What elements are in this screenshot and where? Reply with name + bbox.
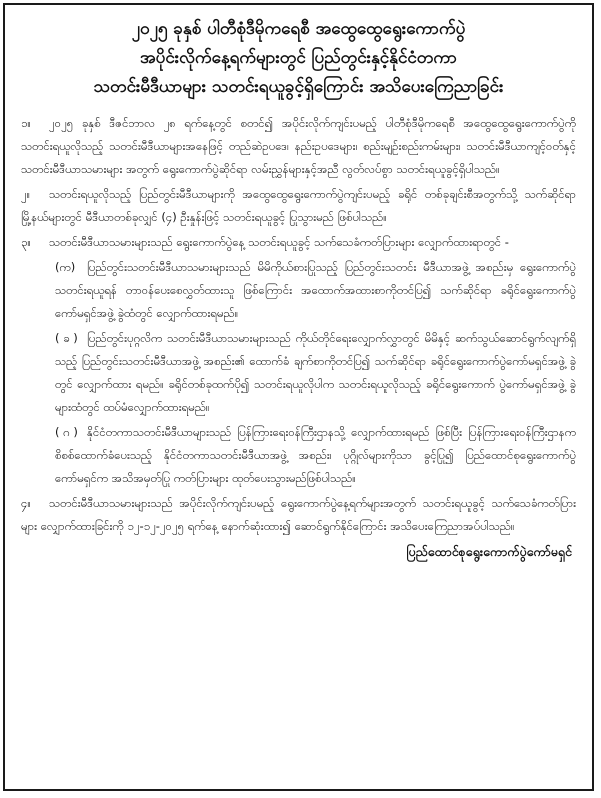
- paragraph-number: ၄။: [21, 496, 31, 510]
- sub-item-ga: [21, 421, 576, 490]
- title-line-3: သတင်းမီဒီယာများ သတင်းရယူခွင့်ရှိကြောင်း အသိပေးကြေညာခြင်း: [93, 77, 504, 97]
- paragraph-4: [21, 492, 576, 538]
- paragraph-number: ၂။: [21, 187, 31, 201]
- paragraph-text: သတင်းရယူလိုသည့် ပြည်တွင်းမီဒီယာများကို အထွေထွေရွေးကောက်ပွဲကျင်းပမည့် ခရိုင် တစ်ခုချင်းစီအတွက်သို့ သက်ဆိုင်ရာမြို့နယ်များတွင် မီဒီယာတစ်ခုလျှင် (၄) ဦးနှုန်းဖြင့် သတင်းရယူခွင့် ပြုသွားမည် ဖြစ်ပါသည်။: [21, 187, 576, 224]
- paragraph-number: ၃။: [21, 235, 31, 249]
- announcement-frame: [3, 3, 594, 791]
- announcement-title: [21, 15, 576, 102]
- paragraph-2: [21, 183, 576, 229]
- paragraph-text: ၂၀၂၅ ခုနှစ် ဒီဇင်ဘာလ ၂၈ ရက်နေ့တွင် စတင်၍ အပိုင်းလိုက်ကျင်းပမည့် ပါတီစုံဒီမိုကရေစီ အထွေထွေရွေးကောက်ပွဲကို သတင်းရယူလိုသည့် သတင်းမီဒီယာများအနေဖြင့် တည်ဆဲဥပဒေ၊ နည်းဥပဒေများ၊ စည်းမျဉ်းစည်းကမ်းများ၊ သတင်းမီဒီယာကျင့်ဝတ်နှင့် သတင်းမီဒီယာသမားများ အတွက် ရွေးကောက်ပွဲဆိုင်ရာ လမ်းညွှန်များနှင့်အညီ လွတ်လပ်စွာ သတင်းရယူခွင့်ရှိပါသည်။: [21, 116, 576, 176]
- sub-item-label: (က): [55, 260, 76, 274]
- paragraph-1: [21, 112, 576, 181]
- sub-item-label: ( ဂ ): [55, 425, 78, 439]
- title-line-1: ၂၀၂၅ ခုနှစ် ပါတီစုံဒီမိုကရေစီ အထွေထွေရွေးကောက်ပွဲ: [131, 19, 466, 39]
- sub-item-label: ( ခ ): [55, 331, 78, 345]
- sub-item-kha: [21, 327, 576, 419]
- title-line-2: အပိုင်းလိုက်နေ့ရက်များတွင် ပြည်တွင်းနှင့်နိုင်ငံတကာ: [140, 48, 457, 68]
- paragraph-number: ၁။: [21, 116, 31, 130]
- sub-item-text: ပြည်တွင်းပုဂ္ဂလိက သတင်းမီဒီယာသမားများသည် ကိုယ်တိုင်ရေးလျှောက်လွှာတွင် မိမိနှင့် ဆက်သွယ်ဆောင်ရွက်လျက်ရှိသည့် ပြည်တွင်းသတင်းမီဒီယာအဖွဲ့ အစည်း၏ ထောက်ခံ ချက်စာကိုတင်ပြ၍ သက်ဆိုင်ရာ ခရိုင်ရွေးကောက်ပွဲကော်မရှင်အဖွဲ့ ခွဲတွင် လျှောက်ထား ရမည်။ ခရိုင်တစ်ခုထက်ပို၍ သတင်းရယူလိုပါက သတင်းရယူလိုသည့် ခရိုင်ရွေးကောက် ပွဲကော်မရှင်အဖွဲ့ ခွဲများထံတွင် ထပ်မံလျှောက်ထားရမည်။: [55, 331, 576, 414]
- paragraph-text: သတင်းမီဒီယာသမားများသည် အပိုင်းလိုက်ကျင်းပမည့် ရွေးကောက်ပွဲနေ့ရက်များအတွက် သတင်းရယူခွင့် သက်သေခံကတ်ပြားများ လျှောက်ထားခြင်းကို ၁၂-၁၂-၂၀၂၅ ရက်နေ့ နောက်ဆုံးထား၍ ဆောင်ရွက်နိုင်ကြောင်း အသိပေးကြေညာအပ်ပါသည်။: [21, 496, 576, 533]
- issuer-signature: ပြည်ထောင်စုရွေးကောက်ပွဲကော်မရှင်: [406, 544, 572, 559]
- paragraph-text: သတင်းမီဒီယာသမားများသည် ရွေးကောက်ပွဲနေ့ သတင်းရယူခွင့် သက်သေခံကတ်ပြားများ လျှောက်ထားရာတွင် -: [49, 235, 509, 249]
- sub-item-ka: [21, 256, 576, 325]
- sub-item-text: နိုင်ငံတကာသတင်းမီဒီယာများသည် ပြန်ကြားရေးဝန်ကြီးဌာနသို့ လျှောက်ထားရမည် ဖြစ်ပြီး ပြန်ကြားရေးဝန်ကြီးဌာနက စိစစ်ထောက်ခံပေးသည့် နိုင်ငံတကာသတင်းမီဒီယာအဖွဲ့ အစည်း၊ ပုဂ္ဂိုလ်များကိုသာ ခွင့်ပြု၍ ပြည်ထောင်စုရွေးကောက်ပွဲကော်မရှင်က အသိအမှတ်ပြု ကတ်ပြားများ ထုတ်ပေးသွားမည်ဖြစ်ပါသည်။: [55, 425, 576, 485]
- sub-item-text: ပြည်တွင်းသတင်းမီဒီယာသမားများသည် မိမိကိုယ်စားပြုသည့် ပြည်တွင်းသတင်း မီဒီယာအဖွဲ့ အစည်းမှ ရွေးကောက်ပွဲသတင်းရယူရန် တာဝန်ပေးစေလွှတ်ထားသူ ဖြစ်ကြောင်း အထောက်အထားစာကိုတင်ပြ၍ သက်ဆိုင်ရာ ခရိုင်ရွေးကောက်ပွဲကော်မရှင်အဖွဲ့ ခွဲထံတွင် လျှောက်ထားရမည်။: [55, 260, 576, 320]
- paragraph-3: [21, 231, 576, 254]
